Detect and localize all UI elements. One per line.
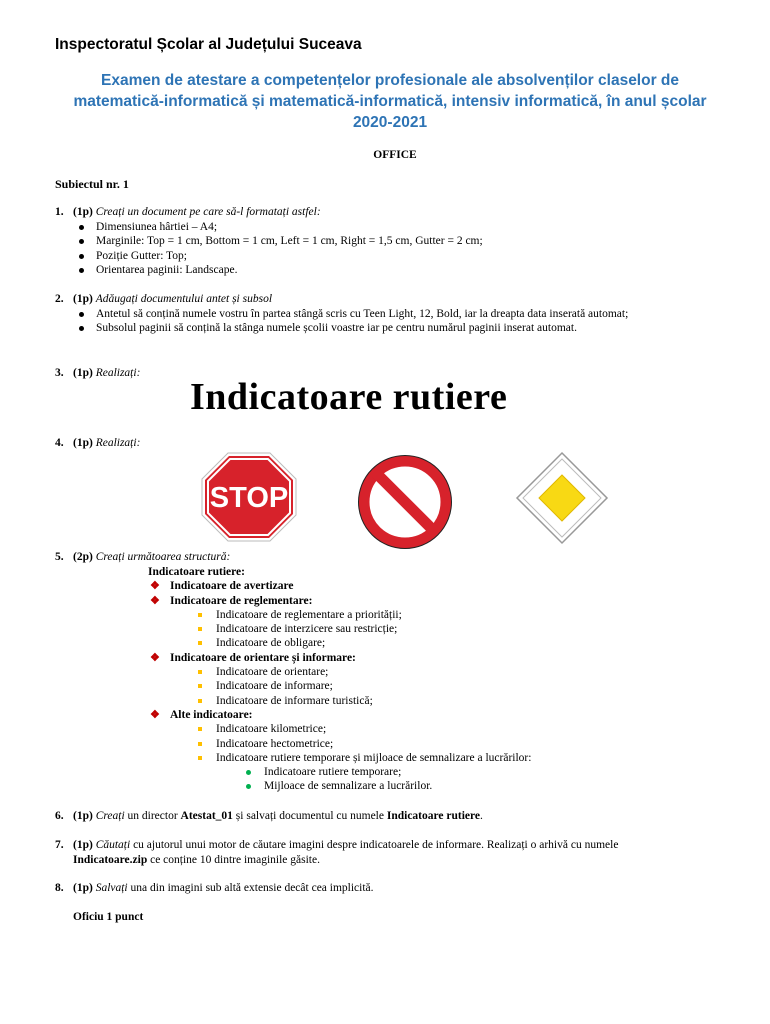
square-bullet-icon <box>198 641 202 645</box>
list-item: Antetul să conțină numele vostru în partea stângă scris cu Teen Light, 12, Bold, iar la dreapta data inserată automat; <box>73 307 735 322</box>
list-item <box>148 694 708 708</box>
square-bullet-icon <box>198 627 202 631</box>
list-item <box>148 622 708 636</box>
list-item <box>148 594 708 608</box>
points: (1p) <box>73 293 93 305</box>
list-item <box>148 779 708 793</box>
question-text: un director <box>124 810 181 822</box>
list-item: Poziție Gutter: Top; <box>73 249 745 264</box>
green-dot-bullet-icon <box>246 770 251 775</box>
list-item <box>148 651 708 665</box>
square-bullet-icon <box>198 684 202 688</box>
priority-road-sign-icon <box>515 451 609 545</box>
list-item <box>148 722 708 736</box>
structure-list <box>148 565 708 794</box>
question-number: 6. <box>55 810 64 822</box>
stop-sign-icon <box>200 451 298 543</box>
question-text: Realizați: <box>95 367 141 379</box>
points: (2p) <box>73 551 93 563</box>
question-number: 3. <box>55 367 64 379</box>
diamond-bullet-icon: ❖ <box>150 708 160 721</box>
title-line: 2020-2021 <box>352 114 428 131</box>
question-verb: Căutați <box>95 839 131 851</box>
title-line: matematică-informatică și matematică-informatică, intensiv informatică, în anul școlar <box>73 93 707 110</box>
question-number: 5. <box>55 551 64 563</box>
diamond-bullet-icon: ❖ <box>150 594 160 607</box>
green-dot-bullet-icon <box>246 784 251 789</box>
list-item-label: Indicatoare hectometrice; <box>216 737 334 750</box>
points: (1p) <box>73 367 93 379</box>
question-2 <box>55 292 735 336</box>
points: (1p) <box>73 437 93 449</box>
section-office: OFFICE <box>373 149 417 161</box>
no-entry-sign-icon <box>358 455 452 549</box>
oficiu-points: Oficiu 1 punct <box>73 911 144 923</box>
list-item <box>148 579 708 593</box>
list-item-label: Indicatoare de informare; <box>216 680 333 693</box>
question-text: și salvați documentul cu numele <box>232 810 387 822</box>
question-7 <box>55 838 745 867</box>
question-verb: Creați <box>95 810 125 822</box>
list-item-label: Indicatoare de orientare; <box>216 666 329 679</box>
diamond-bullet-icon: ❖ <box>150 651 160 664</box>
list-item <box>148 737 708 751</box>
square-bullet-icon <box>198 613 202 617</box>
question-number: 8. <box>55 882 64 894</box>
wordart-title: Indicatoare rutiere <box>190 376 508 418</box>
list-item-label: Indicatoare de reglementare a priorității; <box>216 608 402 621</box>
points: (1p) <box>73 839 93 851</box>
list-item-label: Indicatoare de informare turistică; <box>216 694 373 707</box>
list-item-label: Mijloace de semnalizare a lucrărilor. <box>264 780 433 793</box>
question-text: Creați următoarea structură: <box>95 551 231 563</box>
list-item-label: Indicatoare rutiere temporare și mijloace de semnalizare a lucrărilor: <box>216 751 532 764</box>
question-number: 7. <box>55 839 64 851</box>
list-item-label: Indicatoare de avertizare <box>170 580 294 593</box>
subject-number: Subiectul nr. 1 <box>55 177 129 191</box>
question-verb: Salvați <box>95 882 128 894</box>
structure-root: Indicatoare rutiere: <box>148 566 245 578</box>
question-text: cu ajutorul unui motor de căutare imagini despre indicatoarele de informare. Realizați o arhivă cu numele <box>130 839 619 851</box>
list-item <box>148 665 708 679</box>
question-text: una din imagini sub altă extensie decât cea implicită. <box>127 882 374 894</box>
list-item <box>148 708 708 722</box>
question-6 <box>55 809 745 824</box>
list-item-label: Indicatoare de interzicere sau restricție; <box>216 623 398 636</box>
points: (1p) <box>73 882 93 894</box>
exam-title <box>40 70 740 133</box>
square-bullet-icon <box>198 742 202 746</box>
question-number: 4. <box>55 437 64 449</box>
question-5 <box>55 550 230 565</box>
list-item-label: Indicatoare de orientare și informare: <box>170 651 356 664</box>
question-4 <box>55 436 140 451</box>
question-text: ce conține 10 dintre imaginile găsite. <box>147 853 320 866</box>
list-item <box>148 751 708 765</box>
stop-sign-text: STOP <box>209 482 289 514</box>
list-item: Subsolul paginii să conțină la stânga numele școlii voastre iar pe centru numărul paginii inserat automat. <box>73 321 735 336</box>
directory-name: Atestat_01 <box>180 810 233 822</box>
archive-name: Indicatoare.zip <box>73 853 148 866</box>
list-item-label: Indicatoare kilometrice; <box>216 723 327 736</box>
question-3 <box>55 366 140 381</box>
list-item-label: Indicatoare de reglementare: <box>170 594 313 607</box>
list-item-label: Indicatoare de obligare; <box>216 637 326 650</box>
question-text: . <box>480 810 483 822</box>
square-bullet-icon <box>198 670 202 674</box>
square-bullet-icon <box>198 699 202 703</box>
points: (1p) <box>73 206 93 218</box>
list-item: Dimensiunea hârtiei – A4; <box>73 220 745 235</box>
list-item <box>148 636 708 650</box>
question-text: Adăugați documentului antet și subsol <box>95 293 273 305</box>
question-text: Creați un document pe care să-l formatați astfel: <box>95 206 321 218</box>
square-bullet-icon <box>198 756 202 760</box>
inspectorate-header: Inspectoratul Școlar al Județului Suceava <box>55 36 362 53</box>
question-8 <box>55 881 745 896</box>
document-name: Indicatoare rutiere <box>386 810 481 822</box>
list-item <box>148 765 708 779</box>
question-text: Realizați: <box>95 437 141 449</box>
question-1 <box>55 205 745 278</box>
diamond-bullet-icon: ❖ <box>150 580 160 593</box>
list-item: Orientarea paginii: Landscape. <box>73 263 745 278</box>
list-item: Marginile: Top = 1 cm, Bottom = 1 cm, Left = 1 cm, Right = 1,5 cm, Gutter = 2 cm; <box>73 234 745 249</box>
question-number: 1. <box>55 206 64 218</box>
list-item-label: Alte indicatoare: <box>170 708 253 721</box>
points: (1p) <box>73 810 93 822</box>
square-bullet-icon <box>198 727 202 731</box>
question-number: 2. <box>55 293 64 305</box>
title-line: Examen de atestare a competențelor profesionale ale absolvenților claselor de <box>100 72 680 89</box>
list-item <box>148 608 708 622</box>
list-item-label: Indicatoare rutiere temporare; <box>264 766 402 779</box>
list-item <box>148 679 708 693</box>
